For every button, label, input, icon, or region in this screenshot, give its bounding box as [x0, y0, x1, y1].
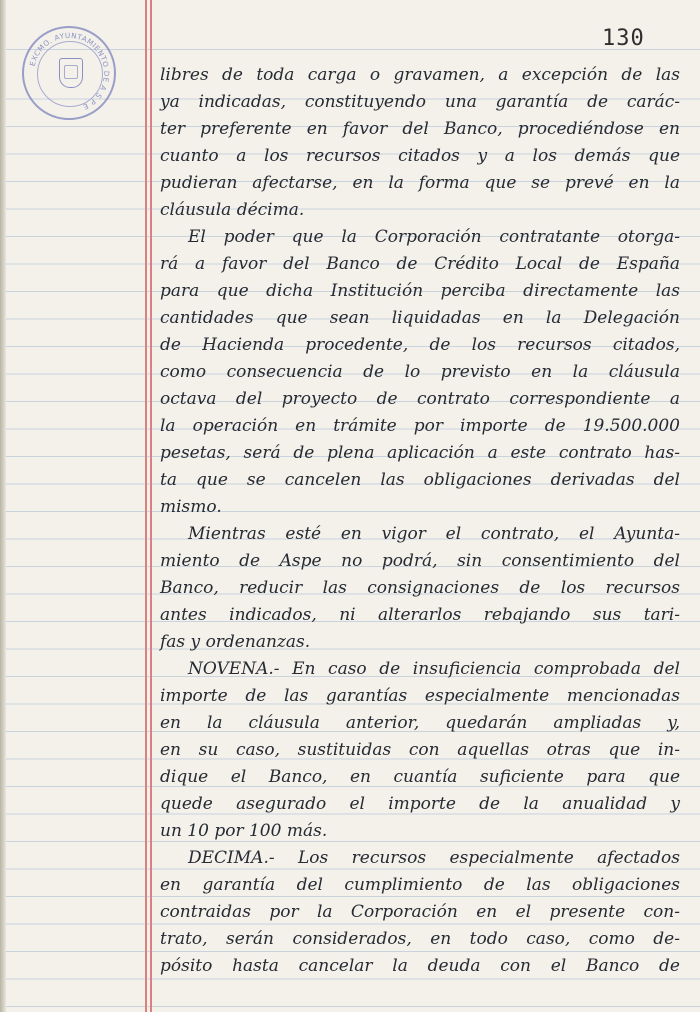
coat-of-arms-icon	[59, 58, 83, 88]
margin-line-left	[145, 0, 147, 1012]
text-line: NOVENA.- En caso de insuficiencia comprobada del	[188, 659, 680, 679]
text-line: contraidas por la Corporación en el presente con-	[160, 902, 680, 922]
text-line: libres de toda carga o gravamen, a excepción de las	[160, 65, 680, 85]
text-line: trato, serán considerados, en todo caso, como de-	[160, 929, 680, 949]
text-line: DECIMA.- Los recursos especialmente afectados	[188, 848, 680, 868]
text-line: fas y ordenanzas.	[160, 632, 311, 652]
text-line: rá a favor del Banco de Crédito Local de España	[160, 254, 680, 274]
text-line: pósito hasta cancelar la deuda con el Banco de	[160, 956, 680, 976]
text-line: antes indicados, ni alterarlos rebajando sus tari-	[160, 605, 680, 625]
text-line: pudieran afectarse, en la forma que se prevé en la	[160, 173, 680, 193]
text-line: octava del proyecto de contrato correspondiente a	[160, 389, 680, 409]
text-line: quede asegurado el importe de la anualidad y	[160, 794, 680, 814]
text-line: ter preferente en favor del Banco, procediéndose en	[160, 119, 680, 139]
text-line: pesetas, será de plena aplicación a este contrato has-	[160, 443, 680, 463]
page-number: 130	[602, 26, 645, 51]
text-line: en su caso, sustituidas con aquellas otras que in-	[160, 740, 680, 760]
text-line: cantidades que sean liquidadas en la Delegación	[160, 308, 680, 328]
municipal-seal	[22, 26, 116, 120]
text-line: dique el Banco, en cuantía suficiente para que	[160, 767, 680, 787]
text-line: mismo.	[160, 497, 222, 517]
text-line: Mientras esté en vigor el contrato, el Ayunta-	[188, 524, 680, 544]
text-line: ya indicadas, constituyendo una garantía de carác-	[160, 92, 680, 112]
text-line: cláusula décima.	[160, 200, 305, 220]
binding-edge	[0, 0, 6, 1012]
text-line: miento de Aspe no podrá, sin consentimiento del	[160, 551, 680, 571]
text-line: para que dicha Institución perciba directamente las	[160, 281, 680, 301]
handwritten-text-body	[160, 62, 680, 980]
text-line: de Hacienda procedente, de los recursos citados,	[160, 335, 680, 355]
seal-text: EXCMO. AYUNTAMIENTO DE A S P E	[27, 30, 112, 112]
text-line: como consecuencia de lo previsto en la cláusula	[160, 362, 680, 382]
text-line: Banco, reducir las consignaciones de los recursos	[160, 578, 680, 598]
text-line: cuanto a los recursos citados y a los demás que	[160, 146, 680, 166]
text-line: importe de las garantías especialmente mencionadas	[160, 686, 680, 706]
margin-line-right	[150, 0, 152, 1012]
text-line: en garantía del cumplimiento de las obligaciones	[160, 875, 680, 895]
text-line: El poder que la Corporación contratante otorga-	[188, 227, 680, 247]
text-line: la operación en trámite por importe de 19.500.000	[160, 416, 680, 436]
text-line: en la cláusula anterior, quedarán ampliadas y,	[160, 713, 680, 733]
text-line: un 10 por 100 más.	[160, 821, 328, 841]
text-line: ta que se cancelen las obligaciones derivadas del	[160, 470, 680, 490]
